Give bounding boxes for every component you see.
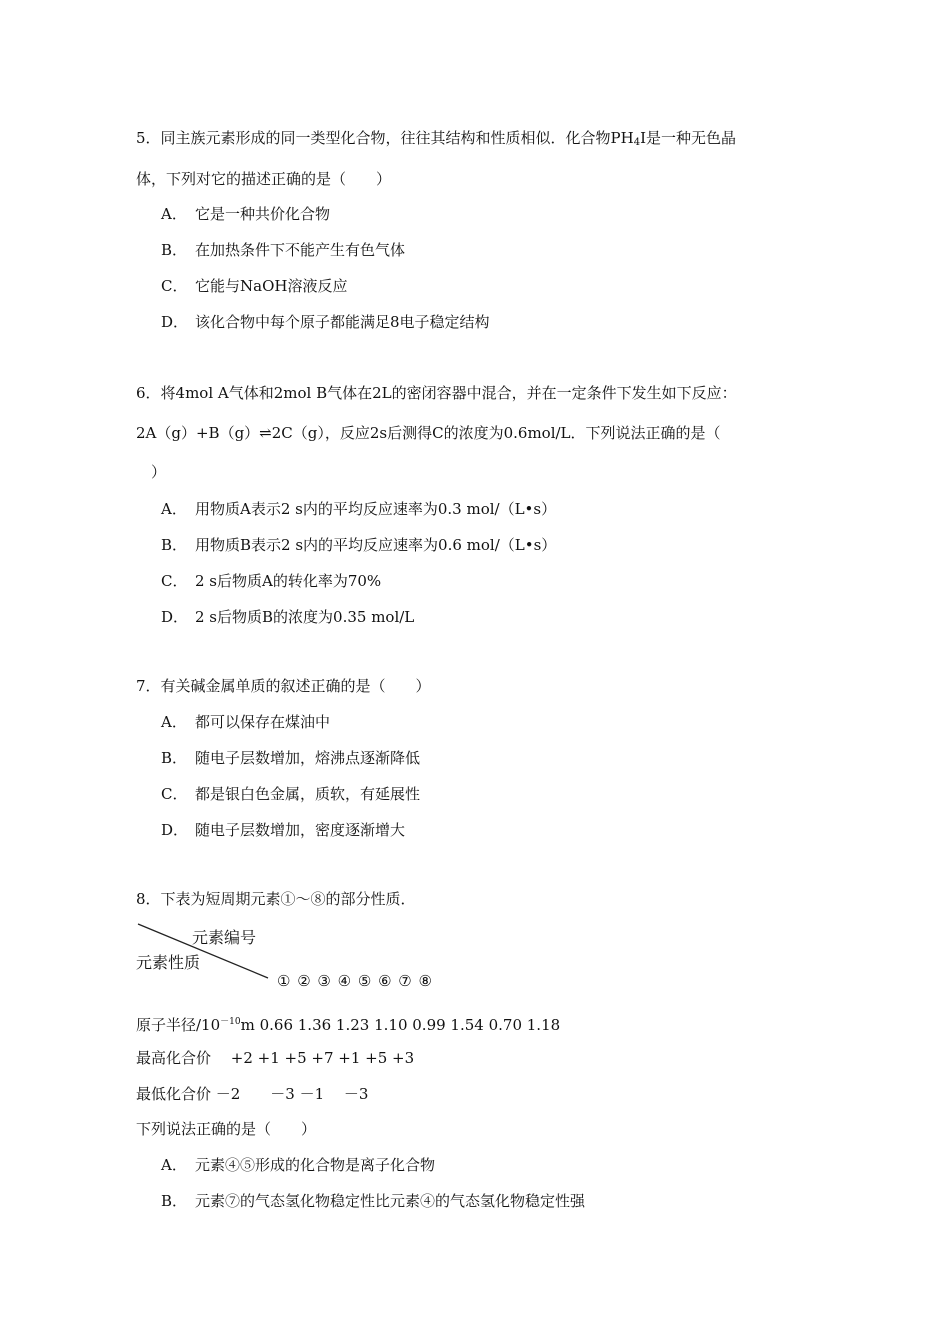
option-label: C． — [161, 785, 188, 803]
option-label: A． — [161, 1156, 187, 1174]
option-label: A． — [161, 500, 187, 518]
q6-option-d — [161, 607, 414, 627]
radius-label: 原子半径/10 — [136, 1016, 221, 1034]
q7-line-1: 7．有关碱金属单质的叙述正确的是（ ） — [136, 677, 431, 695]
q8-question: 下列说法正确的是（ ） — [136, 1120, 317, 1138]
q8-line-1: 8．下表为短周期元素①～⑧的部分性质． — [136, 890, 416, 908]
option-label: D． — [161, 821, 189, 839]
q5-text-a: 5．同主族元素形成的同一类型化合物，往往其结构和性质相似．化合物PH — [136, 129, 634, 147]
option-label: D． — [161, 313, 189, 331]
q5-subscript: 4 — [633, 137, 641, 148]
option-text: 随电子层数增加，熔沸点逐渐降低 — [195, 749, 421, 767]
q5-line-1 — [136, 128, 736, 153]
q7-option-b — [161, 748, 420, 768]
radius-row — [136, 1012, 560, 1035]
option-text: 都可以保存在煤油中 — [195, 713, 331, 731]
option-text: 它是一种共价化合物 — [195, 205, 331, 223]
option-label: C． — [161, 277, 188, 295]
option-text: 随电子层数增加，密度逐渐增大 — [195, 821, 406, 839]
table-header-element-number: 元素编号 — [192, 928, 257, 947]
q5-text-b: I是一种无色晶 — [640, 129, 737, 147]
option-text: 2 s后物质B的浓度为0.35 mol/L — [195, 608, 415, 626]
option-text: 该化合物中每个原子都能满足8电子稳定结构 — [195, 313, 490, 331]
option-text: 元素⑦的气态氢化物稳定性比元素④的气态氢化物稳定性强 — [195, 1192, 586, 1210]
option-label: C． — [161, 572, 188, 590]
radius-values: m 0.66 1.36 1.23 1.10 0.99 1.54 0.70 1.18 — [240, 1016, 561, 1034]
min-valence-row: 最低化合价 －2 －3 －1 －3 — [136, 1085, 369, 1103]
q8-option-a — [161, 1155, 435, 1175]
q6-option-b — [161, 535, 556, 555]
option-text: 在加热条件下不能产生有色气体 — [195, 241, 406, 259]
option-label: A． — [161, 205, 187, 223]
q7-option-c — [161, 784, 420, 804]
option-text: 都是银白色金属，质软，有延展性 — [195, 785, 421, 803]
radius-exponent: －10 — [220, 1017, 241, 1027]
q6-text-b: 2C（g），反应2s后测得C的浓度为0.6mol/L．下列说法正确的是（ — [271, 424, 721, 442]
equilibrium-arrow-icon: ⇌ — [259, 424, 272, 442]
q7-option-a — [161, 712, 330, 732]
option-label: A． — [161, 713, 187, 731]
option-label: B． — [161, 536, 188, 554]
q6-option-a — [161, 499, 556, 519]
q6-line-1: 6．将4mol A气体和2mol B气体在2L的密闭容器中混合，并在一定条件下发生如下反应： — [136, 384, 737, 402]
option-label: B． — [161, 749, 188, 767]
q5-option-b — [161, 240, 405, 260]
option-label: B． — [161, 1192, 188, 1210]
option-text: 用物质A表示2 s内的平均反应速率为0.3 mol/（L•s） — [195, 500, 557, 518]
option-text: 用物质B表示2 s内的平均反应速率为0.6 mol/（L•s） — [195, 536, 557, 554]
q6-line-3: ） — [136, 463, 167, 481]
option-text: 它能与NaOH溶液反应 — [195, 277, 348, 295]
option-label: B． — [161, 241, 188, 259]
table-header-element-property: 元素性质 — [136, 953, 201, 972]
q5-option-d — [161, 312, 490, 332]
q6-option-c — [161, 571, 381, 591]
q5-line-2: 体，下列对它的描述正确的是（ ） — [136, 170, 392, 188]
element-number-row: ① ② ③ ④ ⑤ ⑥ ⑦ ⑧ — [277, 972, 433, 990]
max-valence-row: 最高化合价 +2 +1 +5 +7 +1 +5 +3 — [136, 1049, 415, 1067]
q6-line-2 — [136, 423, 721, 443]
option-label: D． — [161, 608, 189, 626]
q7-option-d — [161, 820, 405, 840]
option-text: 2 s后物质A的转化率为70% — [195, 572, 382, 590]
option-text: 元素④⑤形成的化合物是离子化合物 — [195, 1156, 436, 1174]
q5-option-a — [161, 204, 330, 224]
q8-option-b — [161, 1191, 585, 1211]
q5-option-c — [161, 276, 347, 296]
q6-text-a: 2A（g）+B（g） — [136, 424, 260, 442]
